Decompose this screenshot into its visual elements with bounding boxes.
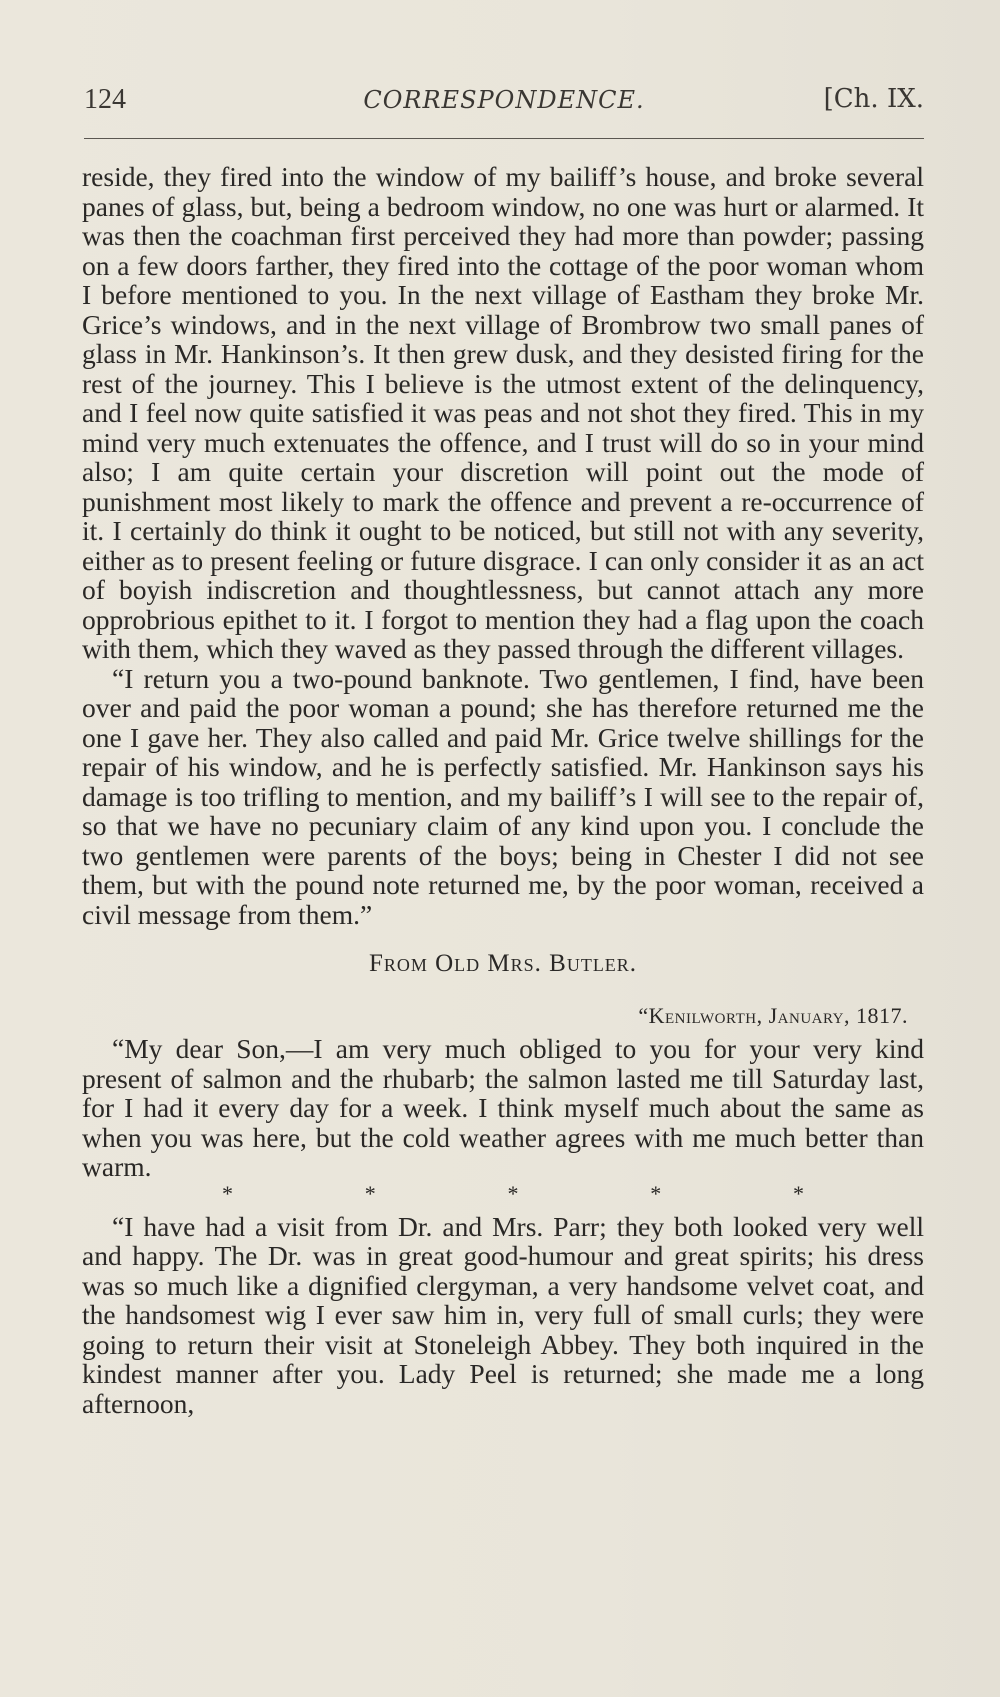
page-number: 124 <box>84 84 126 115</box>
asterisk: * <box>793 1180 804 1206</box>
chapter-label: [Ch. IX. <box>823 84 924 114</box>
paragraph-3: “My dear Son,—I am very much obliged to you for your very kind present of salmon and the rhubarb; the salmon lasted me till Saturday last, for I had it every day for a week. I think myself much about the same as when you was here, but the cold weather agrees with me much better than warm. <box>82 1033 924 1182</box>
section-heading: From Old Mrs. Butler. <box>368 950 638 977</box>
paragraph-2: “I return you a two-pound banknote. Two gentlemen, I find, have been over and paid the poor woman a pound; she has therefore returned me the one I gave her. They also called and paid Mr. Grice twelve shillings for the repair of his window, and he is perfectly satisfied. Mr. Hankinson says his damage is too trifling to mention, and my bailiff’s I will see to the repair of, so that we have no pecuniary claim of any kind upon you. I conclude the two gentlemen were parents of the boys; being in Chester I did not see them, but with the pound note returned me, by the poor woman, received a civil message from them.” <box>82 662 924 930</box>
dateline: “Kenilworth, January, 1817. <box>638 1002 908 1028</box>
body-text <box>82 162 924 1418</box>
asterisk: * <box>507 1180 519 1206</box>
running-header <box>84 84 924 124</box>
header-rule <box>84 138 924 139</box>
asterisk-break <box>82 1182 924 1206</box>
asterisk: * <box>364 1180 376 1206</box>
paragraph-4: “I have had a visit from Dr. and Mrs. Parr; they both looked very well and happy. The Dr. was in great good-humour and great spirits; his dress was so much like a dignified clergyman, a very handsome velvet coat, and the handsomest wig I ever saw him in, very full of small curls; they were going to return their visit at Stoneleigh Abbey. They both inquired in the kindest manner after you. Lady Peel is returned; she made me a long afternoon, <box>82 1210 924 1419</box>
asterisk: * <box>650 1180 662 1206</box>
running-title: CORRESPONDENCE. <box>363 86 645 114</box>
paragraph-1: reside, they fired into the window of my bailiff’s house, and broke several panes of glass, but, being a bedroom window, no one was hurt or alarmed. It was then the coachman first perceived they had more than powder; passing on a few doors farther, they fired into the cottage of the poor woman whom I before mentioned to you. In the next village of Eastham they broke Mr. Grice’s windows, and in the next village of Brombrow two small panes of glass in Mr. Hankinson’s. It then grew dusk, and they desisted firing for the rest of the journey. This I believe is the utmost extent of the delinquency, and I feel now quite satisfied it was peas and not shot they fired. This in my mind very much extenuates the offence, and I trust will do so in your mind also; I am quite certain your discretion will point out the mode of punishment most likely to mark the offence and prevent a re-occurrence of it. I certainly do think it ought to be noticed, but still not with any severity, either as to present feeling or future disgrace. I can only consider it as an act of boyish indiscretion and thoughtlessness, but cannot attach any more opprobrious epithet to it. I forgot to mention they had a flag upon the coach with them, which they waved as they passed through the different villages. <box>82 161 924 664</box>
asterisk: * <box>222 1180 233 1206</box>
